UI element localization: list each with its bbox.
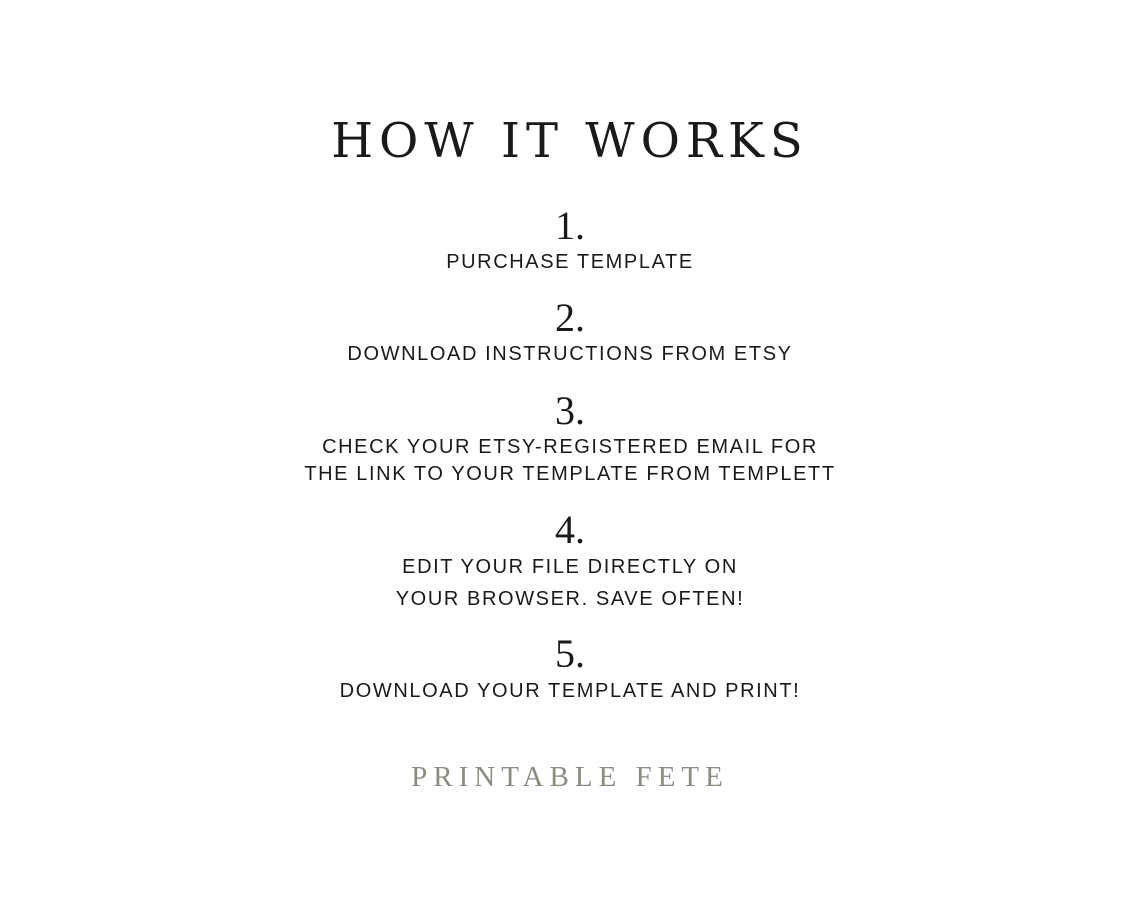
step-4-text-line-1: EDIT YOUR FILE DIRECTLY ON xyxy=(402,556,738,578)
page-title: HOW IT WORKS xyxy=(331,113,809,169)
step-4-number: 4. xyxy=(555,507,585,552)
step-3-text-line-2: THE LINK TO YOUR TEMPLATE FROM TEMPLETT xyxy=(304,463,836,485)
step-1-text: PURCHASE TEMPLATE xyxy=(446,251,694,273)
step-2-number: 2. xyxy=(555,295,585,340)
step-5-number: 5. xyxy=(555,631,585,676)
step-1-number: 1. xyxy=(555,203,585,248)
step-4-text-line-2: YOUR BROWSER. SAVE OFTEN! xyxy=(395,588,745,610)
step-2-text: DOWNLOAD INSTRUCTIONS FROM ETSY xyxy=(347,343,793,365)
step-3-text-line-1: CHECK YOUR ETSY-REGISTERED EMAIL FOR xyxy=(322,436,818,458)
step-3-number: 3. xyxy=(555,388,585,433)
step-5-text: DOWNLOAD YOUR TEMPLATE AND PRINT! xyxy=(339,680,801,702)
brand-logo-text: PRINTABLE FETE xyxy=(411,761,729,793)
